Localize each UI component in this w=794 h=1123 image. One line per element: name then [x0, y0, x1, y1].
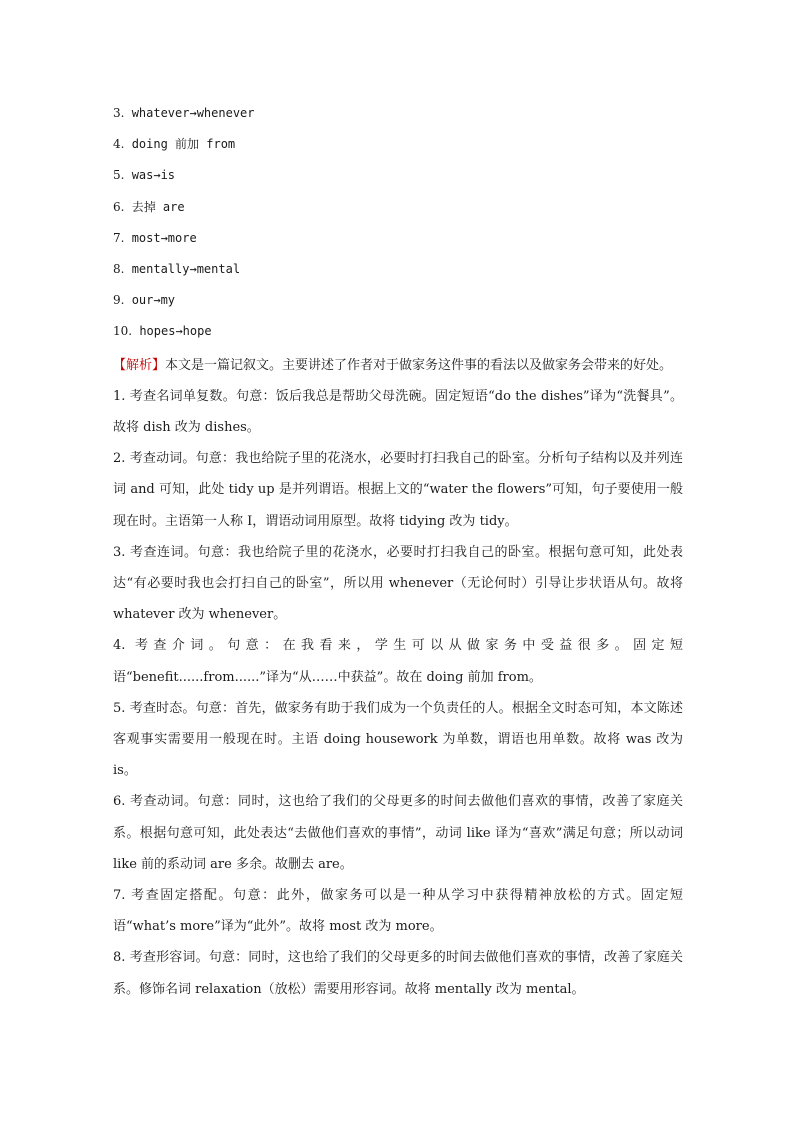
answer-item-5: [113, 162, 683, 193]
answer-number: 5.: [113, 168, 125, 183]
document-page: [113, 100, 683, 1005]
answer-number: 7.: [113, 230, 125, 245]
answer-item-7: [113, 225, 683, 256]
answer-item-8: [113, 256, 683, 287]
explanation-5: 5. 考查时态。句意：首先，做家务有助于我们成为一个负责任的人。根据全文时态可知，本文陈述客观事实需要用一般现在时。主语 doing housework 为单数，谓语也用单数。故将 was 改为 is。: [113, 700, 683, 779]
answer-number: 3.: [113, 106, 125, 120]
explanation-7: 7. 考查固定搭配。句意：此外，做家务可以是一种从学习中获得精神放松的方式。固定短语“what’s more”译为“此外”。故将 most 改为 more。: [113, 887, 683, 935]
answer-item-10: [113, 318, 683, 349]
explanation-6: 6. 考查动词。句意：同时，这也给了我们的父母更多的时间去做他们喜欢的事情，改善了家庭关系。根据句意可知，此处表达“去做他们喜欢的事情”，动词 like 译为“喜欢”满足句意；所以动词 like 前的系动词 are 多余。故删去 are。: [113, 794, 683, 872]
answer-text: whatever→whenever: [131, 106, 255, 120]
explanation-3: 3. 考查连词。句意：我也给院子里的花浇水，必要时打扫我自己的卧室。根据句意可知，此处表达“有必要时我也会打扫自己的卧室”，所以用 whenever（无论何时）引导让步状语从句。故将 whatever 改为 whenever。: [113, 544, 683, 623]
answer-text: was→is: [131, 168, 176, 183]
answer-text: mentally→mental: [131, 261, 241, 276]
answer-text: hopes→hope: [139, 324, 212, 339]
analysis-intro: [113, 350, 683, 381]
answer-text: most→more: [131, 230, 197, 245]
answer-list: [113, 100, 683, 350]
answer-text: our→my: [131, 293, 176, 308]
answer-text: 去掉 are: [131, 199, 185, 214]
answer-number: 8.: [113, 261, 125, 276]
analysis-intro-text: 本文是一篇记叙文。主要讲述了作者对于做家务这件事的看法以及做家务会带来的好处。: [165, 357, 673, 373]
answer-number: 10.: [113, 324, 133, 339]
analysis-tag: 【解析】: [113, 357, 166, 373]
answer-number: 9.: [113, 293, 125, 308]
answer-item-9: [113, 287, 683, 318]
answer-number: 4.: [113, 137, 125, 152]
explanation-2: 2. 考查动词。句意：我也给院子里的花浇水，必要时打扫我自己的卧室。分析句子结构以及并列连词 and 可知，此处 tidy up 是并列谓语。根据上文的“water the flowers”可知，句子要使用一般现在时。主语第一人称 I，谓语动词用原型。故将 tidying 改为 tidy。: [113, 451, 683, 529]
answer-item-4: [113, 131, 683, 162]
answer-item-3: [113, 100, 683, 131]
answer-item-6: [113, 194, 683, 225]
answer-text: doing 前加 from: [131, 137, 236, 152]
explanation-8: 8. 考查形容词。句意：同时，这也给了我们的父母更多的时间去做他们喜欢的事情，改善了家庭关系。修饰名词 relaxation（放松）需要用形容词。故将 mentally 改为 mental。: [113, 950, 683, 997]
explanation-4: 4. 考查介词。句意：在我看来，学生可以从做家务中受益很多。固定短语“benefit......from......”译为“从……中获益”。故在 doing 前加 from。: [113, 638, 683, 685]
answer-number: 6.: [113, 199, 125, 214]
explanation-1: 1. 考查名词单复数。句意：饭后我总是帮助父母洗碗。固定短语“do the dishes”译为“洗餐具”。故将 dish 改为 dishes。: [113, 388, 683, 435]
